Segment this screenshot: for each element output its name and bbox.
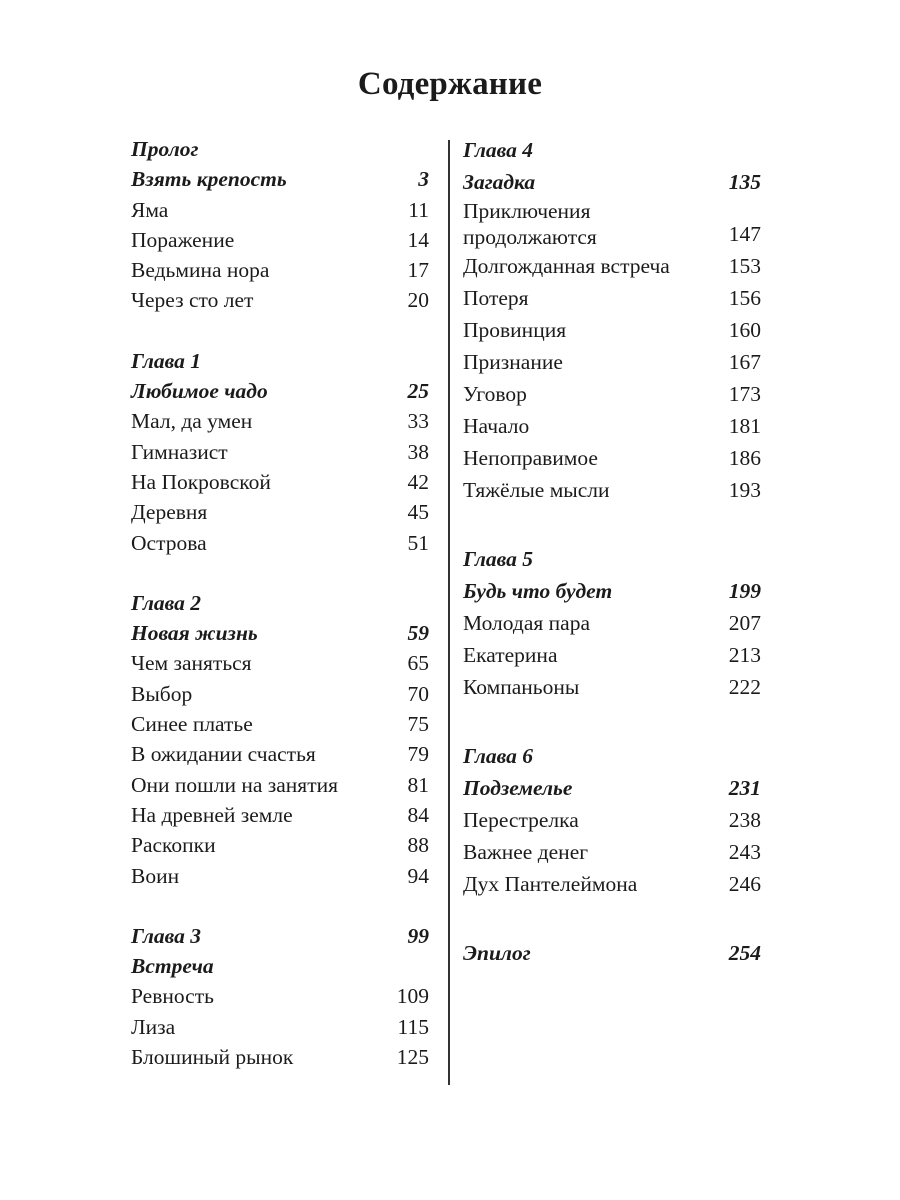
toc-entry xyxy=(463,346,761,378)
toc-entry-page: 25 xyxy=(407,379,429,404)
toc-entry-page: 125 xyxy=(396,1045,429,1070)
toc-heading xyxy=(131,951,429,981)
toc-entry xyxy=(131,528,429,558)
toc-entry-page: 14 xyxy=(407,227,429,252)
toc-entry-title: Глава 2 xyxy=(131,590,201,615)
toc-entry xyxy=(463,198,761,250)
toc-entry-page: 156 xyxy=(728,286,761,310)
toc-entry-page: 246 xyxy=(728,872,761,896)
toc-entry-page: 20 xyxy=(407,288,429,313)
toc-entry-page: 38 xyxy=(407,439,429,464)
toc-entry xyxy=(131,195,429,225)
toc-entry-page: 81 xyxy=(407,772,429,797)
toc-entry-title: Глава 1 xyxy=(131,348,201,373)
toc-entry-page: 70 xyxy=(407,681,429,706)
toc-entry-title: Будь что будет xyxy=(463,579,613,603)
toc-entry-title: Тяжёлые мысли xyxy=(463,478,610,502)
toc-entry xyxy=(131,679,429,709)
toc-entry-page: 84 xyxy=(407,802,429,827)
toc-entry-title: Они пошли на занятия xyxy=(131,772,338,797)
toc-heading xyxy=(131,588,429,618)
toc-entry xyxy=(131,225,429,255)
toc-entry-title: Признание xyxy=(463,350,563,374)
toc-entry-page: 135 xyxy=(728,170,761,194)
toc-entry xyxy=(131,648,429,678)
toc-heading xyxy=(131,346,429,376)
toc-entry-page: 254 xyxy=(728,941,761,965)
toc-entry-title: Провинция xyxy=(463,318,567,342)
toc-entry-title: Дух Пантелеймона xyxy=(463,872,638,896)
toc-entry xyxy=(131,437,429,467)
toc-entry-page: 75 xyxy=(407,712,429,737)
toc-heading xyxy=(131,376,429,406)
toc-entry-title: В ожидании счастья xyxy=(131,742,316,767)
toc-entry xyxy=(463,282,761,314)
toc-entry-title: Важнее денег xyxy=(463,840,589,864)
toc-heading xyxy=(131,618,429,648)
toc-entry-title: Поражение xyxy=(131,227,235,252)
toc-entry-page: 99 xyxy=(407,923,429,948)
toc-entry-page: 109 xyxy=(396,984,429,1009)
toc-entry-page: 42 xyxy=(407,469,429,494)
toc-entry-title: На Покровской xyxy=(131,469,271,494)
toc-entry-title: Глава 3 xyxy=(131,923,201,948)
toc-entry-title: Потеря xyxy=(463,286,529,310)
toc-entry-page: 222 xyxy=(728,675,761,699)
toc-entry-title: Через сто лет xyxy=(131,288,254,313)
toc-heading xyxy=(463,575,761,607)
toc-entry-page: 3 xyxy=(418,167,429,192)
toc-right-column xyxy=(463,134,761,969)
toc-heading xyxy=(131,921,429,951)
toc-entry-title: Синее платье xyxy=(131,712,253,737)
toc-entry-title: Непоправимое xyxy=(463,446,598,470)
toc-entry xyxy=(463,804,761,836)
toc-entry xyxy=(463,410,761,442)
toc-entry xyxy=(463,671,761,703)
toc-heading xyxy=(463,134,761,166)
toc-entry-page: 186 xyxy=(728,446,761,470)
toc-entry-page: 11 xyxy=(408,197,429,222)
toc-entry-title: Екатерина xyxy=(463,643,558,667)
toc-entry xyxy=(463,442,761,474)
toc-entry xyxy=(131,739,429,769)
toc-entry-page: 173 xyxy=(728,382,761,406)
toc-entry-page: 181 xyxy=(728,414,761,438)
toc-entry xyxy=(131,497,429,527)
toc-entry-title: Глава 6 xyxy=(463,744,533,768)
toc-entry xyxy=(131,830,429,860)
toc-entry-title: Яма xyxy=(131,197,169,222)
toc-entry-title: Ведьмина нора xyxy=(131,258,270,283)
toc-entry xyxy=(131,770,429,800)
toc-entry xyxy=(131,285,429,315)
toc-entry xyxy=(463,378,761,410)
toc-entry-page: 153 xyxy=(728,254,761,278)
toc-entry-title: Эпилог xyxy=(463,941,531,965)
toc-entry xyxy=(131,1012,429,1042)
toc-entry xyxy=(463,250,761,282)
toc-entry-title: Приключения продолжаются xyxy=(463,199,597,249)
toc-heading xyxy=(463,740,761,772)
toc-entry xyxy=(131,981,429,1011)
toc-heading xyxy=(131,164,429,194)
toc-entry-title: Начало xyxy=(463,414,530,438)
toc-entry-page: 213 xyxy=(728,643,761,667)
toc-entry-page: 238 xyxy=(728,808,761,832)
toc-entry-title: Встреча xyxy=(131,954,214,979)
toc-entry-title: Загадка xyxy=(463,170,536,194)
page-title: Содержание xyxy=(357,66,543,102)
toc-entry-page: 243 xyxy=(728,840,761,864)
toc-entry-page: 160 xyxy=(728,318,761,342)
toc-entry-page: 79 xyxy=(407,742,429,767)
toc-entry-title: Мал, да умен xyxy=(131,409,253,434)
toc-entry-title: Деревня xyxy=(131,500,208,525)
toc-entry-title: Глава 5 xyxy=(463,547,533,571)
toc-entry xyxy=(131,406,429,436)
toc-heading xyxy=(131,134,429,164)
toc-entry xyxy=(463,607,761,639)
toc-entry xyxy=(463,639,761,671)
toc-heading xyxy=(463,937,761,969)
toc-entry-title: Блошиный рынок xyxy=(131,1045,294,1070)
toc-entry xyxy=(463,836,761,868)
toc-heading xyxy=(463,166,761,198)
toc-entry-page: 59 xyxy=(407,621,429,646)
toc-entry-page: 193 xyxy=(728,478,761,502)
toc-entry-page: 51 xyxy=(407,530,429,555)
toc-entry-title: Долгожданная встреча xyxy=(463,254,670,278)
toc-entry-title: Взять крепость xyxy=(131,167,287,192)
toc-entry-page: 33 xyxy=(407,409,429,434)
toc-entry-title: Воин xyxy=(131,863,180,888)
toc-entry xyxy=(131,467,429,497)
toc-entry-page: 199 xyxy=(728,579,761,603)
toc-entry xyxy=(131,255,429,285)
toc-entry-title: Гимназист xyxy=(131,439,228,464)
toc-entry-page: 207 xyxy=(728,611,761,635)
toc-entry-title: Перестрелка xyxy=(463,808,579,832)
toc-entry-page: 65 xyxy=(407,651,429,676)
toc-entry xyxy=(131,800,429,830)
toc-entry-title: Подземелье xyxy=(463,776,573,800)
toc-entry-title: Ревность xyxy=(131,984,214,1009)
toc-heading xyxy=(463,543,761,575)
toc-entry-title: Молодая пара xyxy=(463,611,590,635)
column-divider xyxy=(448,140,450,1085)
toc-entry-title: Новая жизнь xyxy=(131,621,258,646)
toc-entry-page: 45 xyxy=(407,500,429,525)
toc-entry-page: 147 xyxy=(728,222,761,246)
toc-entry-page: 231 xyxy=(728,776,761,800)
toc-entry-title: Острова xyxy=(131,530,207,555)
toc-entry xyxy=(463,868,761,900)
toc-entry xyxy=(131,1042,429,1072)
toc-entry-title: Компаньоны xyxy=(463,675,580,699)
toc-entry xyxy=(131,861,429,891)
toc-entry xyxy=(463,314,761,346)
toc-entry-page: 88 xyxy=(407,833,429,858)
toc-entry-title: Выбор xyxy=(131,681,193,706)
toc-entry-title: Чем заняться xyxy=(131,651,252,676)
toc-entry-page: 94 xyxy=(407,863,429,888)
toc-entry xyxy=(463,474,761,506)
toc-entry-title: Пролог xyxy=(131,137,199,161)
toc-entry-title: На древней земле xyxy=(131,802,293,827)
toc-entry xyxy=(131,709,429,739)
toc-entry-title: Любимое чадо xyxy=(131,379,268,404)
toc-entry-title: Уговор xyxy=(463,382,527,406)
toc-entry-title: Лиза xyxy=(131,1014,176,1039)
toc-entry-page: 167 xyxy=(728,350,761,374)
toc-entry-title: Раскопки xyxy=(131,833,216,858)
toc-entry-page: 17 xyxy=(407,258,429,283)
toc-heading xyxy=(463,772,761,804)
toc-entry-page: 115 xyxy=(397,1014,429,1039)
toc-entry-title: Глава 4 xyxy=(463,138,533,162)
toc-left-column xyxy=(131,134,429,1072)
